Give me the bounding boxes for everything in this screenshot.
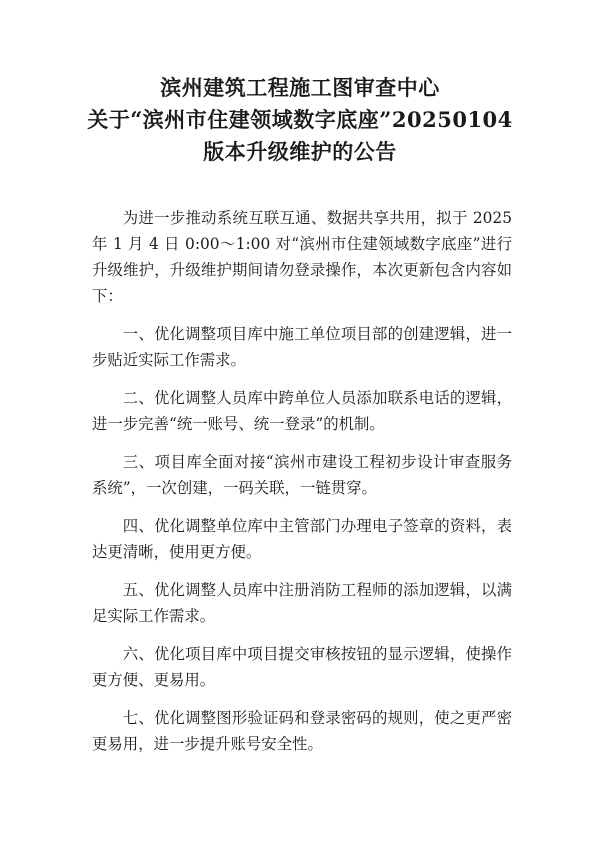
list-item: 二、优化调整人员库中跨单位人员添加联系电话的逻辑，进一步完善“统一账号、统一登录”的机制。: [92, 389, 512, 433]
list-item: 六、优化项目库中项目提交审核按钮的显示逻辑，使操作更方便、更易用。: [92, 645, 512, 689]
list-item: 四、优化调整单位库中主管部门办理电子签章的资料，表达更清晰，使用更方便。: [92, 517, 512, 561]
intro-paragraph: 为进一步推动系统互联互通、数据共享共用，拟于 2025 年 1 月 4 日 0:00～1:00 对“滨州市住建领域数字底座”进行升级维护，升级维护期间请勿登录操作，本次更新包含内容如下：: [92, 209, 512, 305]
announcement-title: [0, 72, 600, 168]
list-item: 一、优化调整项目库中施工单位项目部的创建逻辑，进一步贴近实际工作需求。: [92, 325, 512, 369]
title-line-2: 关于“滨州市住建领域数字底座”20250104: [87, 107, 513, 132]
title-line-1: 滨州建筑工程施工图审查中心: [160, 75, 440, 100]
list-item: 七、优化调整图形验证码和登录密码的规则，使之更严密更易用，进一步提升账号安全性。: [92, 709, 512, 753]
list-item: 三、项目库全面对接“滨州市建设工程初步设计审查服务系统”，一次创建，一码关联，一链贯穿。: [92, 453, 512, 497]
announcement-body: [92, 205, 512, 757]
title-line-3: 版本升级维护的公告: [203, 139, 397, 164]
list-item: 五、优化调整人员库中注册消防工程师的添加逻辑，以满足实际工作需求。: [92, 581, 512, 625]
